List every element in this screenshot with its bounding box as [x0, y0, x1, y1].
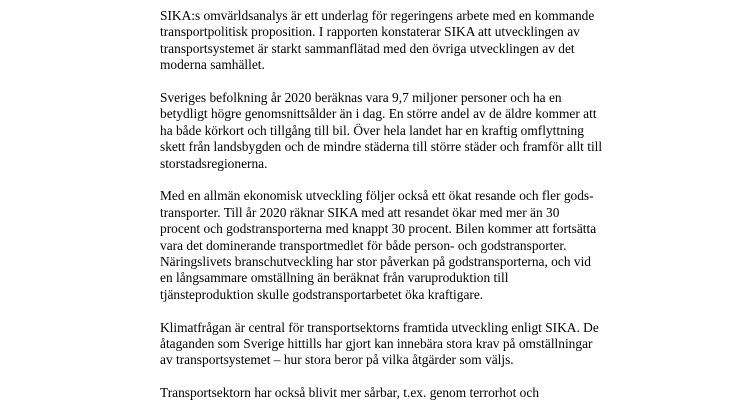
text-line: tjänsteproduktion skulle godstransportarbetet öka kraftigare. — [160, 286, 484, 302]
paragraph-4 — [160, 320, 720, 369]
text-line: en långsammare omställning än beräknat från varuproduktion till — [160, 270, 509, 286]
paragraph-1 — [160, 8, 720, 74]
text-line: av transportsystemet – hur stora beror på vilka åtgärder som väljs. — [160, 352, 514, 368]
text-line: vara det dominerande transportmedlet för både person- och godstransporter. — [160, 237, 567, 253]
text-line: transporter. Till år 2020 räknar SIKA med att resandet ökar med mer än 30 — [160, 204, 560, 220]
paragraph-3 — [160, 188, 720, 303]
paragraph-5 — [160, 385, 720, 401]
text-line: ha både körkort och tillgång till bil. Över hela landet har en kraftig omflyttning — [160, 122, 584, 138]
text-line: åtaganden som Sverige hittills har gjort kan innebära stora krav på omställningar — [160, 336, 593, 352]
text-line: Näringslivets branschutveckling har stor påverkan på godstransporterna, och vid — [160, 254, 591, 270]
text-line: Klimatfrågan är central för transportsektorns framtida utveckling enligt SIKA. De — [160, 319, 599, 335]
text-line: Sveriges befolkning år 2020 beräknas vara 9,7 miljoner personer och ha en — [160, 90, 562, 106]
text-line: Med en allmän ekonomisk utveckling följer också ett ökat resande och fler gods- — [160, 188, 594, 204]
text-line: transportsystemet är starkt sammanflätad med den övriga utvecklingen av det — [160, 40, 575, 56]
text-line: skett från landsbygden och de mindre städerna till större städer och framför allt till — [160, 139, 603, 155]
paragraph-2 — [160, 90, 720, 172]
text-line: Transportsektorn har också blivit mer sårbar, t.ex. genom terrorhot och — [160, 385, 540, 401]
text-line: betydligt högre genomsnittsålder än i dag. En större andel av de äldre kommer att — [160, 106, 597, 122]
text-line: transportpolitisk proposition. I rapporten konstaterar SIKA att utvecklingen av — [160, 24, 580, 40]
text-line: procent och godstransporterna med knappt 30 procent. Bilen kommer att fortsätta — [160, 221, 597, 237]
document-body — [160, 8, 720, 418]
text-line: storstadsregionerna. — [160, 155, 268, 171]
text-line: moderna samhället. — [160, 57, 265, 73]
text-line: SIKA:s omvärldsanalys är ett underlag för regeringens arbete med en kommande — [160, 8, 595, 23]
